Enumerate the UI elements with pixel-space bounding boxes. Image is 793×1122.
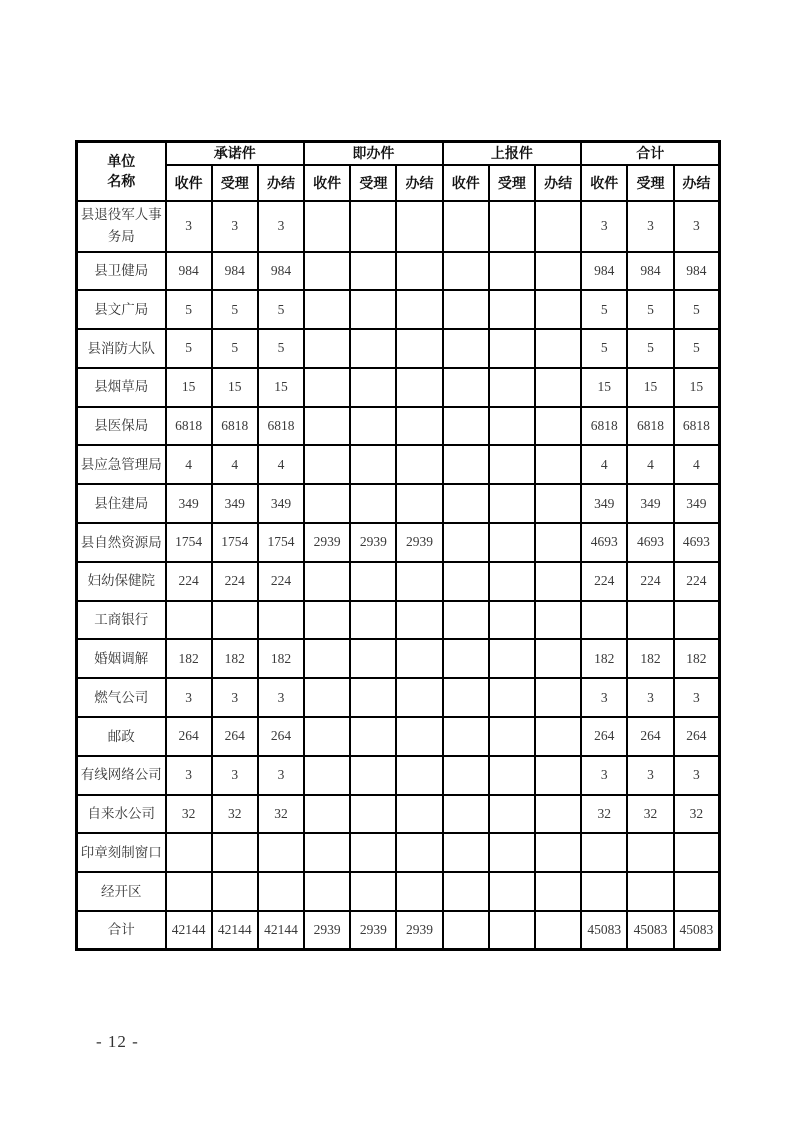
value-cell xyxy=(350,329,396,368)
value-cell: 984 xyxy=(674,252,720,291)
value-cell xyxy=(443,562,489,601)
value-cell: 5 xyxy=(674,290,720,329)
value-cell xyxy=(535,678,581,717)
value-cell xyxy=(304,368,350,407)
value-cell: 5 xyxy=(212,290,258,329)
value-cell: 15 xyxy=(212,368,258,407)
value-cell xyxy=(304,484,350,523)
table-row xyxy=(77,872,720,911)
value-cell xyxy=(396,756,442,795)
value-cell xyxy=(489,911,535,950)
value-cell xyxy=(535,717,581,756)
unit-name-cell: 县自然资源局 xyxy=(77,523,166,562)
value-cell xyxy=(350,290,396,329)
unit-name-cell: 县文广局 xyxy=(77,290,166,329)
value-cell: 2939 xyxy=(350,523,396,562)
value-cell: 264 xyxy=(212,717,258,756)
value-cell xyxy=(443,368,489,407)
value-cell xyxy=(350,484,396,523)
value-cell: 42144 xyxy=(212,911,258,950)
value-cell xyxy=(489,833,535,872)
value-cell: 4693 xyxy=(627,523,673,562)
value-cell xyxy=(489,201,535,252)
value-cell xyxy=(443,717,489,756)
unit-name-cell: 县消防大队 xyxy=(77,329,166,368)
value-cell xyxy=(396,639,442,678)
table-row xyxy=(77,833,720,872)
table-row xyxy=(77,484,720,523)
value-cell: 1754 xyxy=(166,523,212,562)
value-cell: 2939 xyxy=(304,911,350,950)
value-cell: 182 xyxy=(674,639,720,678)
value-cell xyxy=(489,407,535,446)
value-cell xyxy=(489,717,535,756)
value-cell xyxy=(304,833,350,872)
value-cell xyxy=(443,290,489,329)
value-cell xyxy=(489,445,535,484)
sub-header-3-2: 办结 xyxy=(674,165,720,201)
value-cell: 5 xyxy=(581,329,627,368)
table-row xyxy=(77,601,720,640)
unit-name-cell: 印章刻制窗口 xyxy=(77,833,166,872)
value-cell xyxy=(396,329,442,368)
value-cell: 224 xyxy=(258,562,304,601)
value-cell xyxy=(535,368,581,407)
value-cell xyxy=(166,833,212,872)
value-cell: 3 xyxy=(581,201,627,252)
value-cell xyxy=(443,201,489,252)
value-cell xyxy=(350,201,396,252)
unit-name-header-line1: 单位 xyxy=(107,152,136,169)
value-cell xyxy=(304,562,350,601)
value-cell: 6818 xyxy=(674,407,720,446)
value-cell xyxy=(350,639,396,678)
value-cell xyxy=(489,795,535,834)
value-cell: 3 xyxy=(258,756,304,795)
value-cell: 349 xyxy=(627,484,673,523)
value-cell xyxy=(535,639,581,678)
value-cell: 42144 xyxy=(166,911,212,950)
value-cell xyxy=(489,756,535,795)
table-row xyxy=(77,407,720,446)
value-cell: 6818 xyxy=(627,407,673,446)
value-cell: 4 xyxy=(212,445,258,484)
value-cell xyxy=(304,678,350,717)
value-cell: 5 xyxy=(627,290,673,329)
value-cell: 182 xyxy=(627,639,673,678)
value-cell xyxy=(489,562,535,601)
value-cell: 984 xyxy=(627,252,673,291)
value-cell xyxy=(535,252,581,291)
value-cell: 2939 xyxy=(396,523,442,562)
value-cell xyxy=(350,756,396,795)
value-cell xyxy=(443,911,489,950)
sub-header-0-0: 收件 xyxy=(166,165,212,201)
value-cell xyxy=(350,717,396,756)
value-cell: 984 xyxy=(258,252,304,291)
unit-name-cell: 妇幼保健院 xyxy=(77,562,166,601)
sub-header-1-1: 受理 xyxy=(350,165,396,201)
unit-name-cell: 县应急管理局 xyxy=(77,445,166,484)
value-cell xyxy=(443,484,489,523)
value-cell xyxy=(304,290,350,329)
value-cell xyxy=(535,523,581,562)
value-cell xyxy=(258,601,304,640)
table-row xyxy=(77,795,720,834)
value-cell xyxy=(443,407,489,446)
value-cell xyxy=(443,678,489,717)
value-cell: 45083 xyxy=(581,911,627,950)
value-cell: 42144 xyxy=(258,911,304,950)
value-cell: 5 xyxy=(258,290,304,329)
unit-name-header xyxy=(77,142,166,201)
unit-name-cell: 有线网络公司 xyxy=(77,756,166,795)
sub-header-1-2: 办结 xyxy=(396,165,442,201)
value-cell xyxy=(535,201,581,252)
unit-name-cell: 工商银行 xyxy=(77,601,166,640)
value-cell xyxy=(304,756,350,795)
value-cell xyxy=(489,290,535,329)
value-cell xyxy=(627,833,673,872)
value-cell: 4693 xyxy=(674,523,720,562)
value-cell: 15 xyxy=(581,368,627,407)
table-row xyxy=(77,523,720,562)
value-cell xyxy=(443,795,489,834)
value-cell: 32 xyxy=(166,795,212,834)
unit-name-cell: 自来水公司 xyxy=(77,795,166,834)
value-cell xyxy=(443,252,489,291)
sub-header-3-1: 受理 xyxy=(627,165,673,201)
value-cell xyxy=(166,872,212,911)
value-cell: 3 xyxy=(581,678,627,717)
sub-header-0-2: 办结 xyxy=(258,165,304,201)
unit-name-cell: 县卫健局 xyxy=(77,252,166,291)
value-cell xyxy=(535,445,581,484)
value-cell: 5 xyxy=(166,329,212,368)
value-cell: 349 xyxy=(212,484,258,523)
value-cell: 4 xyxy=(627,445,673,484)
value-cell: 984 xyxy=(581,252,627,291)
value-cell xyxy=(396,872,442,911)
value-cell xyxy=(489,484,535,523)
table-row xyxy=(77,717,720,756)
value-cell xyxy=(304,201,350,252)
value-cell: 224 xyxy=(627,562,673,601)
value-cell xyxy=(535,290,581,329)
value-cell xyxy=(304,601,350,640)
table-row xyxy=(77,329,720,368)
value-cell: 15 xyxy=(258,368,304,407)
value-cell: 264 xyxy=(674,717,720,756)
value-cell xyxy=(258,872,304,911)
value-cell xyxy=(627,601,673,640)
value-cell: 224 xyxy=(581,562,627,601)
value-cell xyxy=(212,872,258,911)
header-sub-row xyxy=(77,165,720,201)
value-cell xyxy=(396,368,442,407)
table-row xyxy=(77,368,720,407)
value-cell: 264 xyxy=(258,717,304,756)
value-cell: 3 xyxy=(627,678,673,717)
value-cell xyxy=(443,756,489,795)
value-cell: 3 xyxy=(674,756,720,795)
value-cell xyxy=(443,523,489,562)
value-cell: 984 xyxy=(166,252,212,291)
value-cell: 264 xyxy=(166,717,212,756)
value-cell xyxy=(535,329,581,368)
value-cell: 349 xyxy=(166,484,212,523)
value-cell xyxy=(489,252,535,291)
value-cell xyxy=(396,252,442,291)
value-cell: 3 xyxy=(674,678,720,717)
value-cell: 182 xyxy=(581,639,627,678)
value-cell: 264 xyxy=(581,717,627,756)
value-cell xyxy=(350,445,396,484)
value-cell: 45083 xyxy=(674,911,720,950)
value-cell xyxy=(396,484,442,523)
group-header-0: 承诺件 xyxy=(166,142,305,165)
value-cell xyxy=(489,601,535,640)
value-cell xyxy=(535,872,581,911)
table-header xyxy=(77,142,720,201)
value-cell: 4 xyxy=(166,445,212,484)
value-cell: 3 xyxy=(166,756,212,795)
page-number: - 12 - xyxy=(96,1032,139,1051)
value-cell xyxy=(443,872,489,911)
value-cell: 5 xyxy=(581,290,627,329)
value-cell: 182 xyxy=(166,639,212,678)
value-cell xyxy=(489,678,535,717)
sub-header-1-0: 收件 xyxy=(304,165,350,201)
value-cell xyxy=(489,523,535,562)
sub-header-2-2: 办结 xyxy=(535,165,581,201)
table-row xyxy=(77,678,720,717)
value-cell: 4 xyxy=(258,445,304,484)
table-row xyxy=(77,290,720,329)
value-cell xyxy=(674,601,720,640)
value-cell xyxy=(396,833,442,872)
value-cell: 6818 xyxy=(166,407,212,446)
value-cell xyxy=(674,833,720,872)
value-cell xyxy=(350,833,396,872)
value-cell: 5 xyxy=(674,329,720,368)
value-cell: 15 xyxy=(166,368,212,407)
value-cell xyxy=(396,562,442,601)
value-cell xyxy=(396,795,442,834)
group-header-2: 上报件 xyxy=(443,142,582,165)
value-cell xyxy=(350,601,396,640)
value-cell xyxy=(212,601,258,640)
header-group-row xyxy=(77,142,720,165)
value-cell xyxy=(258,833,304,872)
value-cell xyxy=(443,601,489,640)
value-cell xyxy=(443,329,489,368)
value-cell xyxy=(350,368,396,407)
value-cell: 3 xyxy=(212,756,258,795)
value-cell: 5 xyxy=(166,290,212,329)
value-cell: 3 xyxy=(258,201,304,252)
table-row xyxy=(77,756,720,795)
value-cell: 984 xyxy=(212,252,258,291)
value-cell xyxy=(350,562,396,601)
value-cell: 6818 xyxy=(581,407,627,446)
value-cell: 4 xyxy=(581,445,627,484)
value-cell xyxy=(304,639,350,678)
value-cell xyxy=(535,833,581,872)
group-header-1: 即办件 xyxy=(304,142,443,165)
value-cell: 264 xyxy=(627,717,673,756)
value-cell: 45083 xyxy=(627,911,673,950)
unit-name-cell: 合计 xyxy=(77,911,166,950)
unit-name-cell: 县医保局 xyxy=(77,407,166,446)
value-cell: 2939 xyxy=(350,911,396,950)
value-cell: 224 xyxy=(212,562,258,601)
value-cell xyxy=(350,407,396,446)
value-cell: 3 xyxy=(166,678,212,717)
value-cell xyxy=(304,445,350,484)
value-cell: 1754 xyxy=(258,523,304,562)
value-cell: 32 xyxy=(627,795,673,834)
table-row xyxy=(77,562,720,601)
table-row xyxy=(77,252,720,291)
unit-name-cell: 县退役军人事务局 xyxy=(77,201,166,252)
value-cell xyxy=(396,717,442,756)
value-cell xyxy=(535,562,581,601)
value-cell xyxy=(581,872,627,911)
value-cell: 3 xyxy=(581,756,627,795)
value-cell xyxy=(674,872,720,911)
value-cell xyxy=(581,601,627,640)
value-cell xyxy=(489,368,535,407)
value-cell xyxy=(581,833,627,872)
value-cell xyxy=(350,795,396,834)
value-cell: 182 xyxy=(258,639,304,678)
unit-name-cell: 婚姻调解 xyxy=(77,639,166,678)
value-cell xyxy=(443,833,489,872)
value-cell: 3 xyxy=(212,201,258,252)
value-cell: 3 xyxy=(627,201,673,252)
table-row xyxy=(77,639,720,678)
unit-name-cell: 县住建局 xyxy=(77,484,166,523)
value-cell xyxy=(535,484,581,523)
unit-name-cell: 县烟草局 xyxy=(77,368,166,407)
value-cell: 349 xyxy=(674,484,720,523)
value-cell: 3 xyxy=(166,201,212,252)
value-cell: 224 xyxy=(674,562,720,601)
value-cell xyxy=(350,872,396,911)
sub-header-0-1: 受理 xyxy=(212,165,258,201)
value-cell: 2939 xyxy=(396,911,442,950)
value-cell xyxy=(212,833,258,872)
value-cell: 3 xyxy=(674,201,720,252)
value-cell xyxy=(489,639,535,678)
value-cell xyxy=(535,795,581,834)
value-cell: 3 xyxy=(212,678,258,717)
value-cell: 32 xyxy=(212,795,258,834)
value-cell xyxy=(350,678,396,717)
value-cell xyxy=(443,445,489,484)
value-cell: 32 xyxy=(258,795,304,834)
value-cell: 6818 xyxy=(258,407,304,446)
value-cell: 4 xyxy=(674,445,720,484)
value-cell xyxy=(304,407,350,446)
value-cell: 349 xyxy=(581,484,627,523)
value-cell xyxy=(396,678,442,717)
sub-header-3-0: 收件 xyxy=(581,165,627,201)
value-cell xyxy=(304,795,350,834)
value-cell xyxy=(535,407,581,446)
unit-name-cell: 邮政 xyxy=(77,717,166,756)
value-cell: 3 xyxy=(627,756,673,795)
value-cell xyxy=(304,717,350,756)
unit-name-cell: 经开区 xyxy=(77,872,166,911)
group-header-3: 合计 xyxy=(581,142,720,165)
unit-name-header-line2: 名称 xyxy=(107,173,136,190)
unit-name-cell: 燃气公司 xyxy=(77,678,166,717)
value-cell xyxy=(489,872,535,911)
value-cell: 5 xyxy=(627,329,673,368)
sub-header-2-1: 受理 xyxy=(489,165,535,201)
value-cell xyxy=(535,601,581,640)
value-cell xyxy=(627,872,673,911)
value-cell: 5 xyxy=(258,329,304,368)
table-row xyxy=(77,201,720,252)
value-cell xyxy=(304,252,350,291)
value-cell: 32 xyxy=(674,795,720,834)
value-cell xyxy=(535,756,581,795)
value-cell: 349 xyxy=(258,484,304,523)
value-cell xyxy=(304,329,350,368)
value-cell: 2939 xyxy=(304,523,350,562)
value-cell: 182 xyxy=(212,639,258,678)
value-cell xyxy=(396,445,442,484)
value-cell xyxy=(304,872,350,911)
value-cell xyxy=(350,252,396,291)
table-row xyxy=(77,911,720,950)
value-cell: 1754 xyxy=(212,523,258,562)
value-cell xyxy=(535,911,581,950)
value-cell xyxy=(396,601,442,640)
table-row xyxy=(77,445,720,484)
value-cell: 3 xyxy=(258,678,304,717)
value-cell xyxy=(166,601,212,640)
sub-header-2-0: 收件 xyxy=(443,165,489,201)
value-cell xyxy=(396,290,442,329)
table-body xyxy=(77,201,720,950)
value-cell: 15 xyxy=(674,368,720,407)
value-cell: 5 xyxy=(212,329,258,368)
statistics-table xyxy=(75,140,721,951)
value-cell xyxy=(396,407,442,446)
value-cell: 15 xyxy=(627,368,673,407)
value-cell: 224 xyxy=(166,562,212,601)
value-cell xyxy=(396,201,442,252)
value-cell: 6818 xyxy=(212,407,258,446)
value-cell: 4693 xyxy=(581,523,627,562)
value-cell xyxy=(489,329,535,368)
value-cell: 32 xyxy=(581,795,627,834)
value-cell xyxy=(443,639,489,678)
